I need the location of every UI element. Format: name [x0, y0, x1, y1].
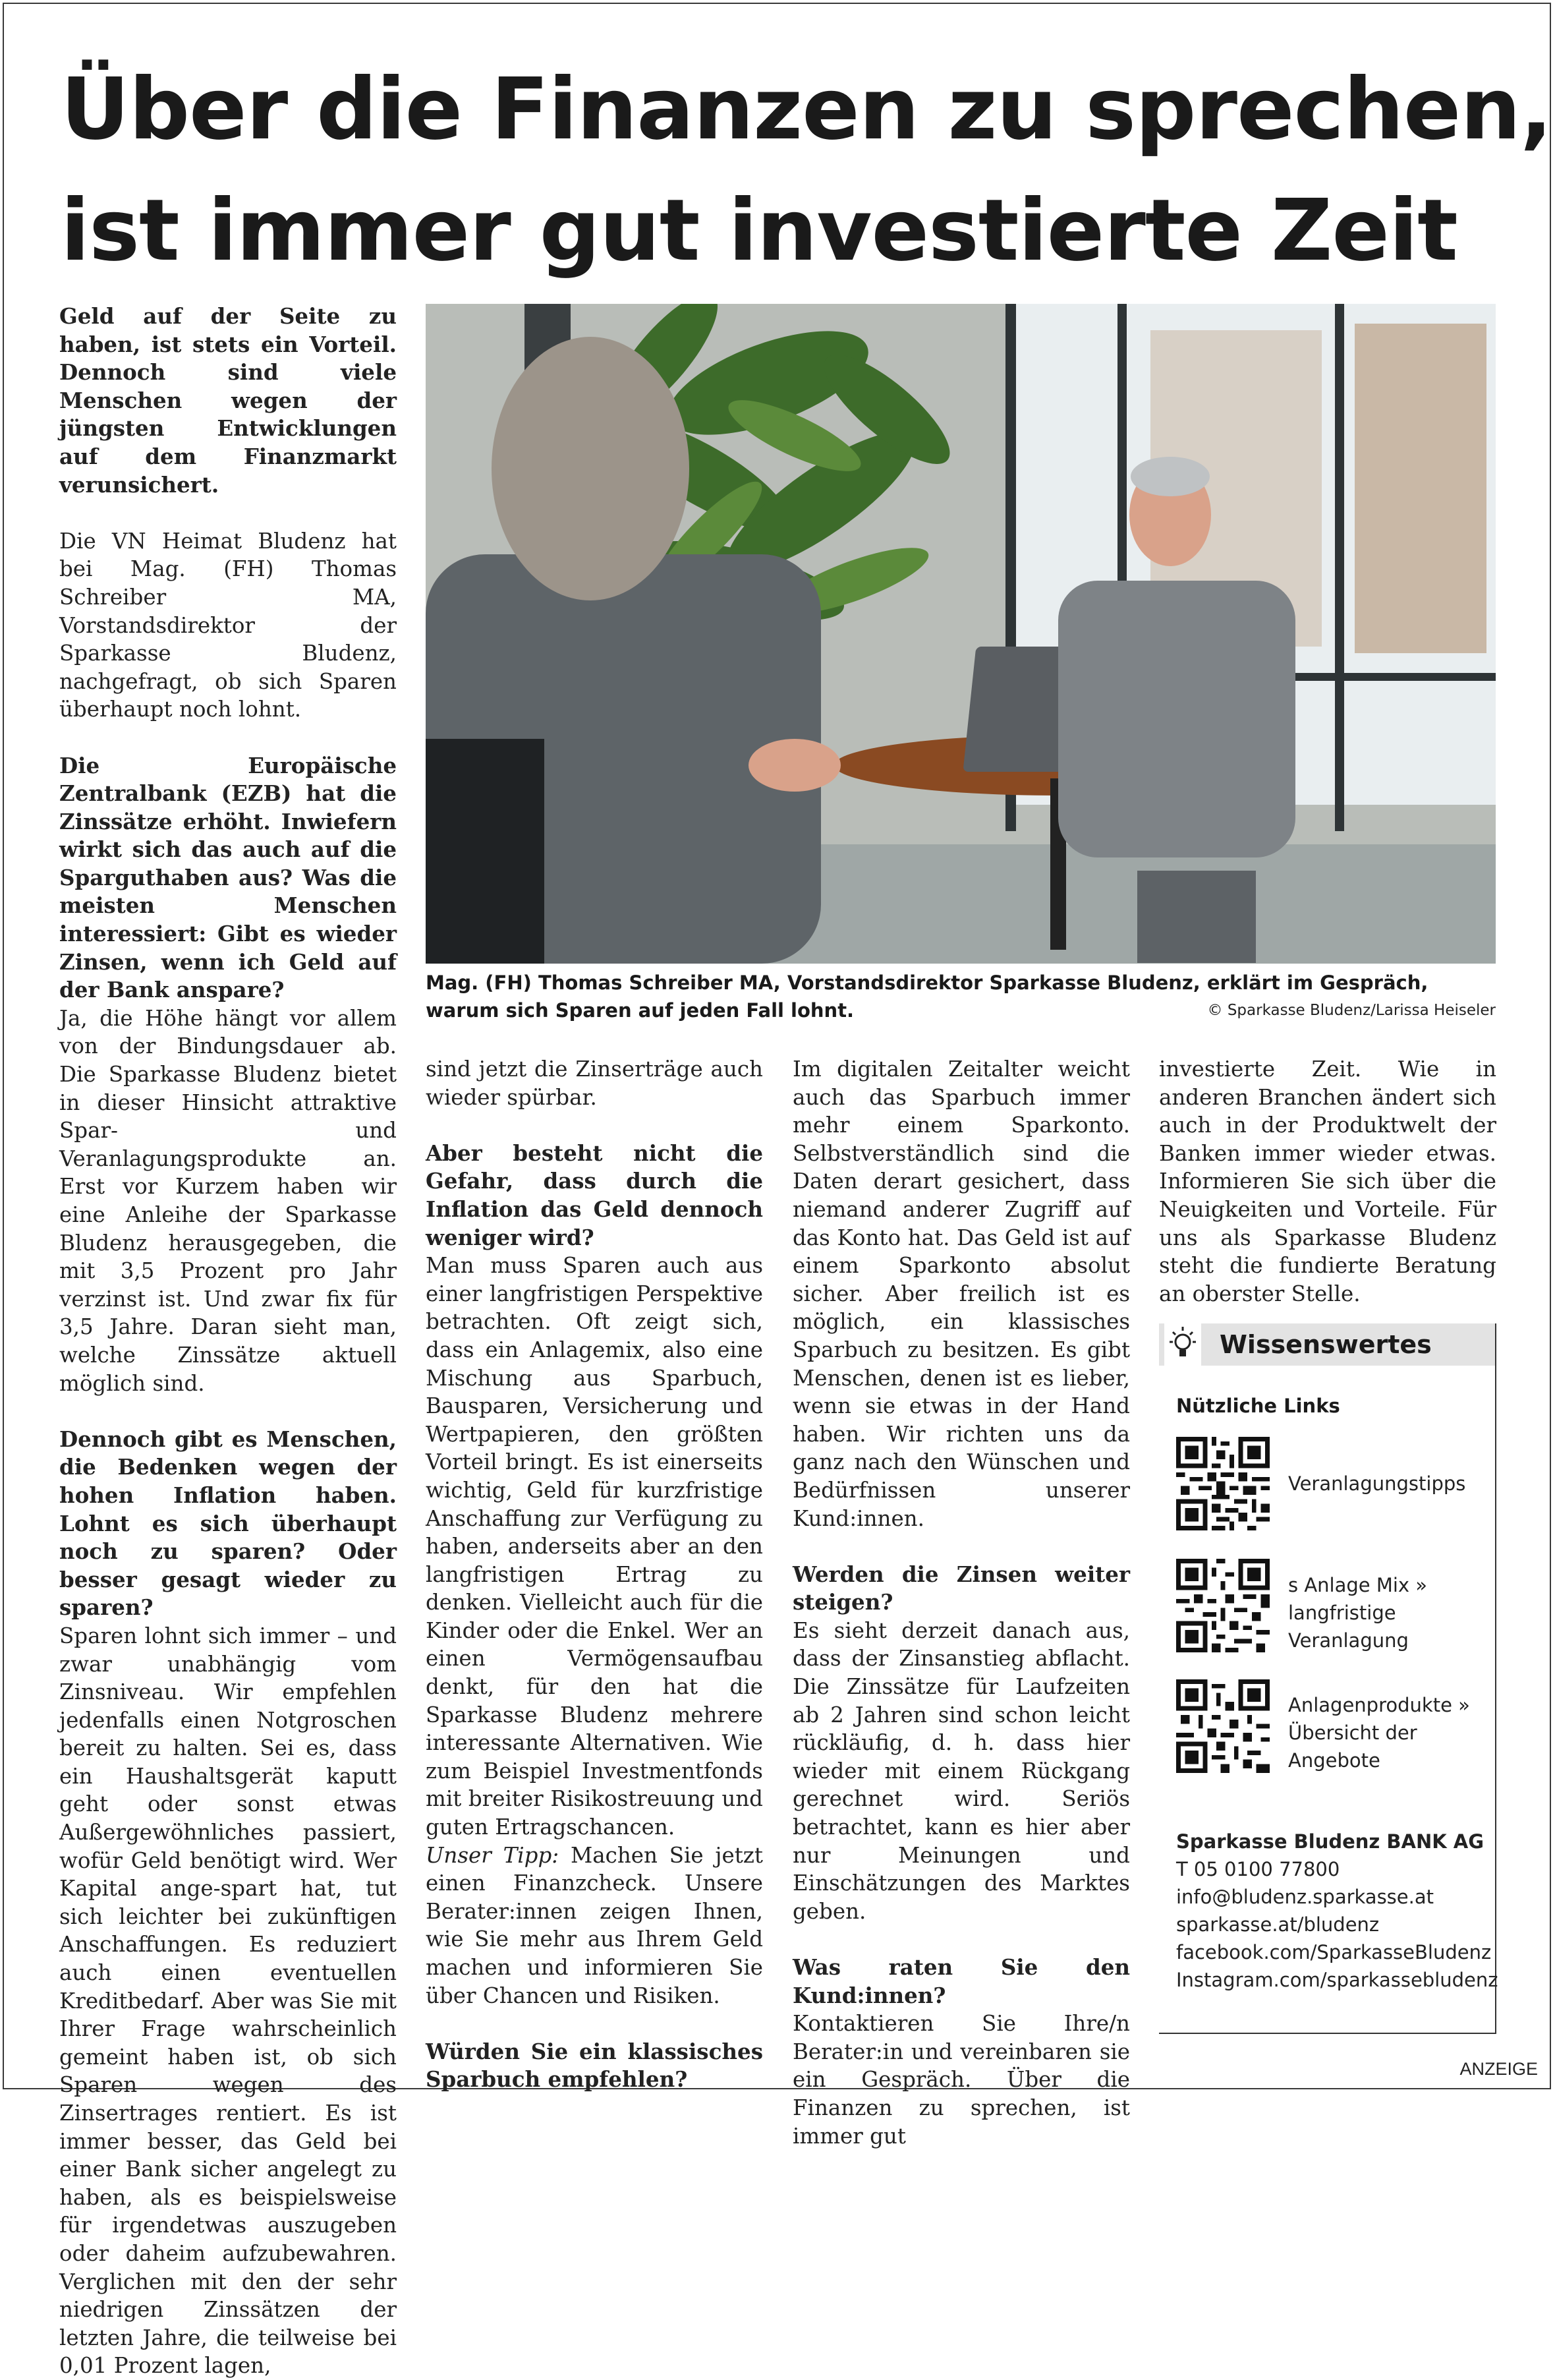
headline [61, 49, 1552, 291]
intro-paragraph: Die VN Heimat Bludenz hat bei Mag. (FH) Thomas Schreiber MA, Vorstandsdirektor der Sparkasse Bludenz, nachgefragt, ob sich Sparen überhaupt noch lohnt. [59, 528, 397, 722]
qr-code-icon[interactable] [1176, 1559, 1270, 1652]
article-column-1 [59, 303, 397, 2380]
question-1: Die Europäische Zentralbank (EZB) hat die Zinssätze erhöht. Inwiefern wirkt sich das auch auf die Sparguthaben aus? Was die meisten Menschen interessiert: Gibt es wieder Zinsen, wenn ich Geld auf der Bank anspare? [59, 752, 397, 1003]
answer-6: Kontaktieren Sie Ihre/n Berater:in und vereinbaren sie ein Gespräch. Über die Finanzen zu sprechen, ist immer gut [793, 2011, 1130, 2149]
photo-caption: Mag. (FH) Thomas Schreiber MA, Vorstandsdirektor Sparkasse Bludenz, erklärt im Gespräch, warum sich Sparen auf jeden Fall lohnt. [426, 972, 1428, 1022]
answer-5: Es sieht derzeit danach aus, dass der Zinsanstieg abflacht. Die Zinssätze für Laufzeiten ab 2 Jahren sind schon leicht rückläufig, d. h. dass hier wieder mit einem Rückgang gerechnet wird. Seriös betrachtet, kann es hier aber nur Meinungen und Einschätzungen des Marktes geben. [793, 1617, 1130, 1924]
headline-line-2: ist immer gut investierte Zeit [61, 181, 1457, 280]
answer-1: Ja, die Höhe hängt vor allem von der Bindungsdauer ab. Die Sparkasse Bludenz bietet in dieser Hinsicht attraktive Spar- und Veranlagungsprodukte an. Erst vor Kurzem haben wir eine Anleihe der Sparkasse Bludenz herausgegeben, die mit 3,5 Prozent pro Jahr verzinst ist. Und zwar fix für 3,5 Jahre. Daran sieht man, welche Zinssätze aktuell möglich sind. [59, 1005, 397, 1396]
info-box [1159, 1323, 1496, 2034]
question-2: Dennoch gibt es Menschen, die Bedenken wegen der hohen Inflation haben. Lohnt es sich überhaupt noch zu sparen? Oder besser gesagt wieder zu sparen? [59, 1426, 397, 1621]
contact-instagram[interactable]: Instagram.com/sparkassebludenz [1176, 1969, 1498, 1991]
article-column-4 [1159, 1055, 1496, 1308]
qr-code-icon[interactable] [1176, 1437, 1270, 1530]
article-column-2 [426, 1055, 763, 2094]
tip-label: Unser Tipp: [426, 1842, 559, 1868]
lightbulb-icon [1164, 1323, 1201, 1366]
headline-line-1: Über die Finanzen zu sprechen, [61, 60, 1552, 159]
qr-code-icon[interactable] [1176, 1679, 1270, 1773]
links-title: Nützliche Links [1176, 1395, 1340, 1417]
link-veranlagungstipps[interactable]: Veranlagungstipps [1288, 1472, 1466, 1495]
question-4: Würden Sie ein klassisches Sparbuch empfehlen? [426, 2038, 763, 2093]
lead-paragraph: Geld auf der Seite zu haben, ist stets ein Vorteil. Dennoch sind viele Menschen wegen der jüngsten Entwicklungen auf dem Finanzmarkt verunsichert. [59, 303, 397, 498]
info-box-title: Wissenswertes [1220, 1330, 1432, 1359]
question-5: Werden die Zinsen weiter steigen? [793, 1561, 1130, 1615]
answer-2-continued: sind jetzt die Zinserträge auch wieder spürbar. [426, 1057, 763, 1110]
contact-block [1176, 1828, 1498, 1994]
answer-4: Im digitalen Zeitalter weicht auch das Sparbuch immer mehr einem Sparkonto. Selbstverständlich sind die Daten derart gesichert, dass niemand anderer Zugriff auf das Konto hat. Das Geld ist auf einem Sparkonto absolut sicher. Aber freilich ist es möglich, ein klassisches Sparbuch zu besitzen. Es gibt Menschen, denen ist es lieber, wenn sie etwas in der Hand haben. Wir richten uns da ganz nach den Wünschen und Bedürfnissen unserer Kund:innen. [793, 1057, 1130, 1531]
contact-web[interactable]: sparkasse.at/bludenz [1176, 1913, 1380, 1936]
contact-name: Sparkasse Bludenz BANK AG [1176, 1830, 1484, 1853]
article-column-3 [793, 1055, 1130, 2150]
answer-6-continued: investierte Zeit. Wie in anderen Branchen ändert sich auch in der Produktwelt der Banken immer wieder etwas. Informieren Sie sich über die Neuigkeiten und Vorteile. Für uns als Sparkasse Bludenz steht die fundierte Beratung an oberster Stelle. [1159, 1057, 1496, 1306]
answer-3: Man muss Sparen auch aus einer langfristigen Perspektive betrachten. Oft zeigt sich, dass ein Anlagemix, also eine Mischung aus Sparbuch, Bausparen, Versicherung und Wertpapieren, den größten Vorteil bringt. Es ist einerseits wichtig, Geld für kurzfristige Anschaffung zur Verfügung zu haben, anderseits aber an den langfristigen Ertrag zu denken. Vielleicht auch für die Kinder oder die Enkel. Wer an einen Vermögensaufbau denkt, für den hat die Sparkasse Bludenz mehrere interessante Alternativen. Wie zum Beispiel Investmentfonds mit breiter Risikostreuung und guten Ertragschancen. [426, 1253, 763, 1840]
question-6: Was raten Sie den Kund:innen? [793, 1954, 1130, 2008]
interview-illustration [426, 304, 1496, 964]
interview-photo [426, 304, 1496, 964]
link-anlage-mix[interactable]: s Anlage Mix » langfristige Veranlagung [1288, 1574, 1428, 1652]
contact-email[interactable]: info@bludenz.sparkasse.at [1176, 1886, 1434, 1908]
tip-text: Machen Sie jetzt einen Finanzcheck. Unsere Berater:innen zeigen Ihnen, wie Sie mehr aus Ihrem Geld machen und informieren Sie über Chancen und Risiken. [426, 1842, 763, 2008]
ad-label: ANZEIGE [1459, 2059, 1538, 2079]
question-3: Aber besteht nicht die Gefahr, dass durch die Inflation das Geld dennoch weniger wird? [426, 1140, 763, 1250]
answer-2: Sparen lohnt sich immer – und zwar unabhängig vom Zinsniveau. Wir empfehlen jedenfalls einen Notgroschen bereit zu halten. Sei es, dass ein Haushaltsgerät kaputt geht oder sonst etwas Außergewöhnliches passiert, wofür Geld benötigt wird. Wer Kapital ange-spart hat, tut sich leichter bei zukünftigen Anschaffungen. Es reduziert auch einen eventuellen Kreditbedarf. Aber was Sie mit Ihrer Frage wahrscheinlich gemeint haben ist, ob sich Sparen wegen des Zinsertrages rentiert. Es ist immer besser, das Geld bei einer Bank sicher angelegt zu haben, als es beispielsweise für irgendetwas auszugeben oder daheim aufzubewahren. Verglichen mit den der sehr niedrigen Zinssätzen der letzten Jahre, die teilweise bei 0,01 Prozent lagen, [59, 1623, 397, 2379]
contact-phone[interactable]: T 05 0100 77800 [1176, 1858, 1340, 1880]
tip-paragraph [426, 1842, 763, 2010]
photo-credit: © Sparkasse Bludenz/Larissa Heiseler [1207, 1002, 1496, 1019]
info-box-header [1159, 1323, 1495, 1366]
contact-facebook[interactable]: facebook.com/SparkasseBludenz [1176, 1941, 1492, 1963]
link-anlagenprodukte[interactable]: Anlagenprodukte » Übersicht der Angebote [1288, 1694, 1470, 1772]
